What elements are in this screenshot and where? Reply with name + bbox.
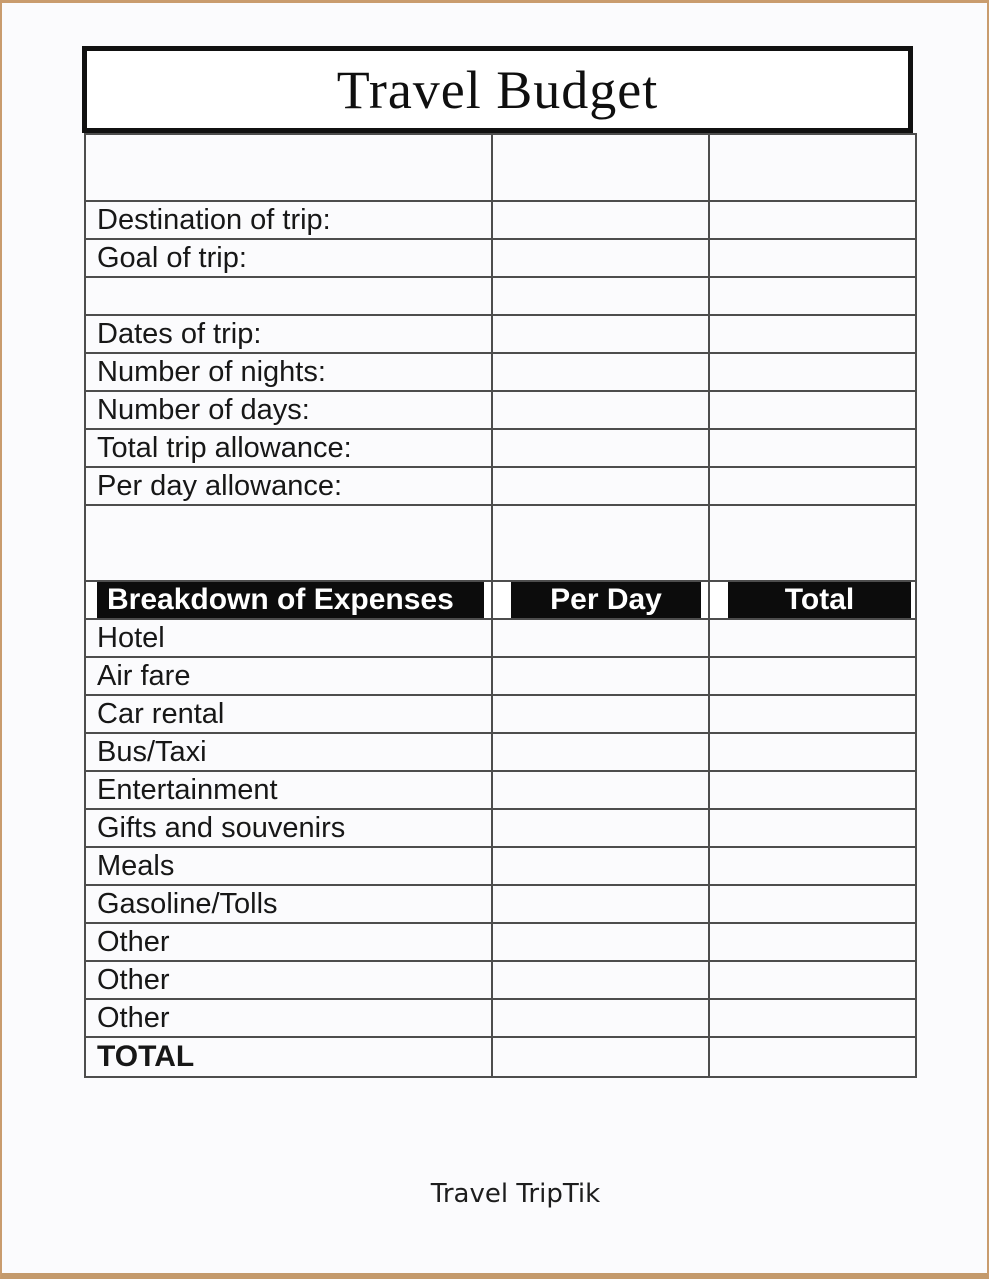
info-label-cell bbox=[85, 277, 492, 315]
expense-row bbox=[85, 771, 916, 809]
expense-row bbox=[85, 999, 916, 1037]
total-row bbox=[85, 1037, 916, 1077]
info-label-cell: Number of days: bbox=[85, 391, 492, 429]
info-label-cell: Total trip allowance: bbox=[85, 429, 492, 467]
expenses-header-perday: Per Day bbox=[511, 582, 701, 618]
info-value-cell[interactable] bbox=[492, 505, 709, 581]
expense-total-cell[interactable] bbox=[709, 695, 916, 733]
expense-row bbox=[85, 619, 916, 657]
expense-row bbox=[85, 847, 916, 885]
info-value-cell[interactable] bbox=[709, 391, 916, 429]
footer-brand: Travel TripTik bbox=[430, 1179, 601, 1209]
expense-perday-cell[interactable] bbox=[492, 847, 709, 885]
expense-total-cell[interactable] bbox=[709, 923, 916, 961]
info-value-cell[interactable] bbox=[492, 391, 709, 429]
total-total-cell[interactable] bbox=[709, 1037, 916, 1077]
expenses-header-perday-cell bbox=[492, 581, 709, 619]
info-label-cell: Destination of trip: bbox=[85, 201, 492, 239]
table-row bbox=[85, 239, 916, 277]
info-value-cell[interactable] bbox=[492, 467, 709, 505]
expense-total-cell[interactable] bbox=[709, 619, 916, 657]
expense-row bbox=[85, 961, 916, 999]
expenses-header-total-cell bbox=[709, 581, 916, 619]
budget-table bbox=[84, 133, 917, 1078]
expense-total-cell[interactable] bbox=[709, 657, 916, 695]
page-title: Travel Budget bbox=[336, 59, 659, 120]
info-value-cell[interactable] bbox=[492, 315, 709, 353]
info-value-cell[interactable] bbox=[709, 134, 916, 201]
info-value-cell[interactable] bbox=[709, 239, 916, 277]
total-perday-cell[interactable] bbox=[492, 1037, 709, 1077]
expenses-header-breakdown: Breakdown of Expenses bbox=[97, 582, 484, 618]
info-value-cell[interactable] bbox=[492, 201, 709, 239]
table-row bbox=[85, 315, 916, 353]
expense-row bbox=[85, 885, 916, 923]
info-label-cell: Goal of trip: bbox=[85, 239, 492, 277]
expenses-header-total: Total bbox=[728, 582, 911, 618]
expense-label-cell: Car rental bbox=[85, 695, 492, 733]
expense-label-cell: Other bbox=[85, 923, 492, 961]
info-label-cell bbox=[85, 505, 492, 581]
expense-total-cell[interactable] bbox=[709, 999, 916, 1037]
table-row bbox=[85, 467, 916, 505]
expense-perday-cell[interactable] bbox=[492, 923, 709, 961]
expense-label-cell: Hotel bbox=[85, 619, 492, 657]
info-value-cell[interactable] bbox=[709, 429, 916, 467]
info-value-cell[interactable] bbox=[709, 277, 916, 315]
expense-total-cell[interactable] bbox=[709, 771, 916, 809]
total-label-cell: TOTAL bbox=[85, 1037, 492, 1077]
expense-label-cell: Gasoline/Tolls bbox=[85, 885, 492, 923]
expense-label-cell: Air fare bbox=[85, 657, 492, 695]
expense-total-cell[interactable] bbox=[709, 809, 916, 847]
expenses-header-row bbox=[85, 581, 916, 619]
title-box bbox=[82, 46, 913, 133]
expense-label-cell: Bus/Taxi bbox=[85, 733, 492, 771]
table-row bbox=[85, 134, 916, 201]
expense-perday-cell[interactable] bbox=[492, 695, 709, 733]
expense-perday-cell[interactable] bbox=[492, 619, 709, 657]
info-value-cell[interactable] bbox=[709, 467, 916, 505]
info-value-cell[interactable] bbox=[709, 353, 916, 391]
table-row bbox=[85, 201, 916, 239]
expense-row bbox=[85, 733, 916, 771]
expense-total-cell[interactable] bbox=[709, 733, 916, 771]
info-value-cell[interactable] bbox=[492, 277, 709, 315]
expense-perday-cell[interactable] bbox=[492, 999, 709, 1037]
expense-total-cell[interactable] bbox=[709, 847, 916, 885]
info-value-cell[interactable] bbox=[492, 134, 709, 201]
expense-perday-cell[interactable] bbox=[492, 809, 709, 847]
expense-label-cell: Meals bbox=[85, 847, 492, 885]
table-row bbox=[85, 353, 916, 391]
expense-row bbox=[85, 657, 916, 695]
expense-perday-cell[interactable] bbox=[492, 657, 709, 695]
expense-perday-cell[interactable] bbox=[492, 961, 709, 999]
info-label-cell: Per day allowance: bbox=[85, 467, 492, 505]
info-value-cell[interactable] bbox=[492, 353, 709, 391]
expense-label-cell: Entertainment bbox=[85, 771, 492, 809]
expense-total-cell[interactable] bbox=[709, 885, 916, 923]
expense-label-cell: Other bbox=[85, 999, 492, 1037]
info-value-cell[interactable] bbox=[709, 201, 916, 239]
table-row bbox=[85, 277, 916, 315]
expense-row bbox=[85, 923, 916, 961]
info-value-cell[interactable] bbox=[709, 505, 916, 581]
info-value-cell[interactable] bbox=[492, 429, 709, 467]
expense-label-cell: Other bbox=[85, 961, 492, 999]
expenses-header-breakdown-cell bbox=[85, 581, 492, 619]
expense-perday-cell[interactable] bbox=[492, 771, 709, 809]
expense-row bbox=[85, 695, 916, 733]
table-row bbox=[85, 505, 916, 581]
expense-perday-cell[interactable] bbox=[492, 885, 709, 923]
table-row bbox=[85, 391, 916, 429]
info-label-cell: Dates of trip: bbox=[85, 315, 492, 353]
info-label-cell bbox=[85, 134, 492, 201]
table-row bbox=[85, 429, 916, 467]
expense-label-cell: Gifts and souvenirs bbox=[85, 809, 492, 847]
expense-perday-cell[interactable] bbox=[492, 733, 709, 771]
info-value-cell[interactable] bbox=[709, 315, 916, 353]
expense-total-cell[interactable] bbox=[709, 961, 916, 999]
info-value-cell[interactable] bbox=[492, 239, 709, 277]
info-label-cell: Number of nights: bbox=[85, 353, 492, 391]
expense-row bbox=[85, 809, 916, 847]
